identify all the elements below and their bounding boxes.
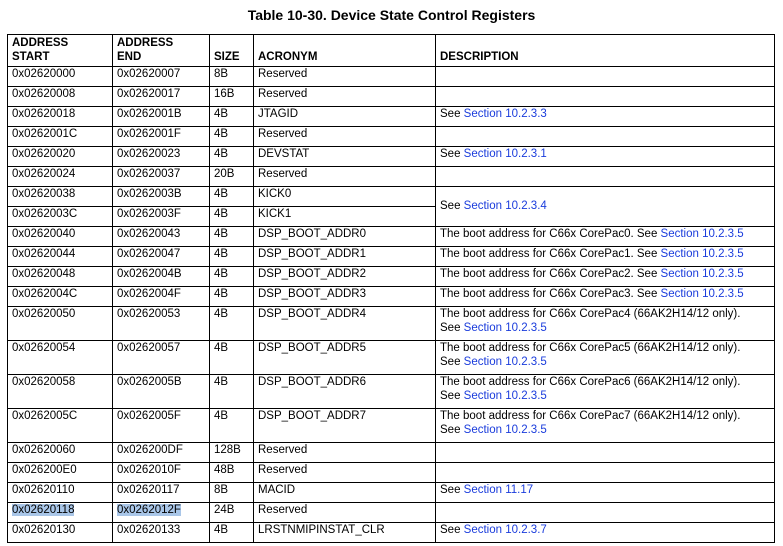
- section-link[interactable]: Section 10.2.3.5: [463, 423, 547, 436]
- size-cell: 4B: [210, 287, 254, 307]
- section-link[interactable]: Section 10.2.3.5: [463, 389, 547, 402]
- size-cell: 4B: [210, 187, 254, 207]
- description-cell: [436, 463, 775, 483]
- address-end-cell: 0x0262003B: [113, 187, 210, 207]
- register-table: [7, 34, 775, 543]
- address-start-cell: 0x02620050: [8, 307, 113, 341]
- address-end-cell: 0x0262005B: [113, 375, 210, 409]
- section-link[interactable]: Section 10.2.3.5: [660, 228, 744, 240]
- header-address-end: [113, 35, 210, 67]
- table-row: [8, 87, 775, 107]
- description-text: See: [440, 148, 464, 160]
- address-end-cell: 0x02620007: [113, 67, 210, 87]
- address-end-cell: 0x02620053: [113, 307, 210, 341]
- description-text: The boot address for C66x CorePac2. See: [440, 268, 661, 280]
- address-start-cell: 0x02620020: [8, 147, 113, 167]
- size-cell: 48B: [210, 463, 254, 483]
- description-text: The boot address for C66x CorePac7 (66AK2H14/12 only).: [440, 410, 741, 422]
- table-row: [8, 227, 775, 247]
- address-end-cell: [113, 503, 210, 523]
- table-row: [8, 443, 775, 463]
- address-end-cell: 0x02620043: [113, 227, 210, 247]
- description-cell: [436, 187, 775, 227]
- address-start-cell: 0x0262003C: [8, 207, 113, 227]
- header-row: [8, 35, 775, 67]
- header-address-end-line1: ADDRESS: [117, 37, 174, 49]
- table-row: [8, 187, 775, 207]
- size-cell: 4B: [210, 127, 254, 147]
- acronym-cell: JTAGID: [254, 107, 436, 127]
- header-description: DESCRIPTION: [436, 35, 775, 67]
- description-text: See: [440, 524, 464, 536]
- description-cell: [436, 107, 775, 127]
- address-end-cell: 0x02620047: [113, 247, 210, 267]
- selected-text[interactable]: 0x0262012F: [117, 504, 181, 516]
- description-cell: [436, 267, 775, 287]
- size-cell: 4B: [210, 267, 254, 287]
- address-end-cell: 0x0262005F: [113, 409, 210, 443]
- acronym-cell: KICK1: [254, 207, 436, 227]
- table-row: [8, 167, 775, 187]
- size-cell: 4B: [210, 375, 254, 409]
- acronym-cell: Reserved: [254, 463, 436, 483]
- section-link[interactable]: Section 10.2.3.5: [463, 355, 547, 368]
- size-cell: 4B: [210, 307, 254, 341]
- address-start-cell: 0x02620058: [8, 375, 113, 409]
- acronym-cell: DSP_BOOT_ADDR4: [254, 307, 436, 341]
- acronym-cell: Reserved: [254, 127, 436, 147]
- size-cell: 8B: [210, 483, 254, 503]
- section-link[interactable]: Section 10.2.3.5: [660, 268, 744, 280]
- description-cell: [436, 523, 775, 543]
- header-address-end-line2: END: [117, 50, 142, 63]
- address-end-cell: 0x0262004F: [113, 287, 210, 307]
- table-row: [8, 375, 775, 409]
- description-cell: [436, 227, 775, 247]
- table-row: [8, 107, 775, 127]
- table-row: [8, 307, 775, 341]
- acronym-cell: DSP_BOOT_ADDR0: [254, 227, 436, 247]
- description-cell: [436, 503, 775, 523]
- header-address-start-line2: START: [12, 50, 50, 63]
- table-row: [8, 287, 775, 307]
- header-acronym: ACRONYM: [254, 35, 436, 67]
- size-cell: 4B: [210, 227, 254, 247]
- address-start-cell: 0x02620008: [8, 87, 113, 107]
- address-start-cell: 0x02620130: [8, 523, 113, 543]
- header-address-start-line1: ADDRESS: [12, 37, 69, 49]
- table-row: [8, 503, 775, 523]
- address-end-cell: 0x0262001B: [113, 107, 210, 127]
- description-cell: [436, 409, 775, 443]
- description-text: The boot address for C66x CorePac1. See: [440, 248, 661, 260]
- description-text: The boot address for C66x CorePac4 (66AK2H14/12 only).: [440, 308, 741, 320]
- description-cell: [436, 307, 775, 341]
- acronym-cell: Reserved: [254, 503, 436, 523]
- acronym-cell: DSP_BOOT_ADDR6: [254, 375, 436, 409]
- section-link[interactable]: Section 10.2.3.5: [660, 288, 744, 300]
- address-end-cell: 0x0262003F: [113, 207, 210, 227]
- size-cell: 8B: [210, 67, 254, 87]
- address-start-cell: 0x02620024: [8, 167, 113, 187]
- table-row: [8, 267, 775, 287]
- address-end-cell: 0x02620023: [113, 147, 210, 167]
- address-start-cell: [8, 503, 113, 523]
- address-start-cell: 0x026200E0: [8, 463, 113, 483]
- table-row: [8, 341, 775, 375]
- table-row: [8, 483, 775, 503]
- size-cell: 128B: [210, 443, 254, 463]
- description-cell: [436, 375, 775, 409]
- size-cell: 20B: [210, 167, 254, 187]
- address-end-cell: 0x02620057: [113, 341, 210, 375]
- size-cell: 4B: [210, 247, 254, 267]
- table-row: [8, 67, 775, 87]
- table-row: [8, 127, 775, 147]
- description-text: The boot address for C66x CorePac5 (66AK2H14/12 only).: [440, 342, 741, 354]
- description-cell: [436, 287, 775, 307]
- acronym-cell: DSP_BOOT_ADDR1: [254, 247, 436, 267]
- size-cell: 4B: [210, 207, 254, 227]
- address-end-cell: 0x02620117: [113, 483, 210, 503]
- description-cell: [436, 147, 775, 167]
- description-text-see: See: [440, 423, 464, 436]
- description-text: The boot address for C66x CorePac6 (66AK2H14/12 only).: [440, 376, 741, 388]
- size-cell: 4B: [210, 341, 254, 375]
- description-cell: [436, 167, 775, 187]
- section-link[interactable]: Section 10.2.3.4: [463, 199, 547, 212]
- address-end-cell: 0x0262010F: [113, 463, 210, 483]
- size-cell: 4B: [210, 409, 254, 443]
- address-end-cell: 0x02620017: [113, 87, 210, 107]
- address-start-cell: 0x02620110: [8, 483, 113, 503]
- address-start-cell: 0x02620040: [8, 227, 113, 247]
- acronym-cell: DEVSTAT: [254, 147, 436, 167]
- section-link[interactable]: Section 10.2.3.5: [660, 248, 744, 260]
- acronym-cell: Reserved: [254, 87, 436, 107]
- description-text-see: See: [440, 389, 464, 402]
- description-text: See: [440, 199, 464, 212]
- address-end-cell: 0x0262004B: [113, 267, 210, 287]
- description-cell: [436, 247, 775, 267]
- table-row: [8, 409, 775, 443]
- table-row: [8, 147, 775, 167]
- acronym-cell: Reserved: [254, 443, 436, 463]
- size-cell: 4B: [210, 523, 254, 543]
- header-size: SIZE: [210, 35, 254, 67]
- description-text: See: [440, 108, 464, 120]
- description-text-see: See: [440, 321, 464, 334]
- description-cell: [436, 87, 775, 107]
- description-cell: [436, 483, 775, 503]
- address-start-cell: 0x02620018: [8, 107, 113, 127]
- acronym-cell: MACID: [254, 483, 436, 503]
- table-title: Table 10-30. Device State Control Registers: [247, 7, 536, 23]
- section-link[interactable]: Section 10.2.3.1: [463, 148, 547, 160]
- size-cell: 4B: [210, 147, 254, 167]
- size-cell: 4B: [210, 107, 254, 127]
- size-cell: 16B: [210, 87, 254, 107]
- description-text: The boot address for C66x CorePac3. See: [440, 288, 661, 300]
- address-end-cell: 0x0262001F: [113, 127, 210, 147]
- address-start-cell: 0x02620038: [8, 187, 113, 207]
- address-start-cell: 0x0262005C: [8, 409, 113, 443]
- acronym-cell: DSP_BOOT_ADDR5: [254, 341, 436, 375]
- acronym-cell: LRSTNMIPINSTAT_CLR: [254, 523, 436, 543]
- section-link[interactable]: Section 11.17: [463, 484, 534, 496]
- address-end-cell: 0x02620133: [113, 523, 210, 543]
- acronym-cell: Reserved: [254, 167, 436, 187]
- selected-text[interactable]: 0x02620118: [12, 504, 75, 516]
- header-address-start: [8, 35, 113, 67]
- description-text-see: See: [440, 355, 464, 368]
- section-link[interactable]: Section 10.2.3.3: [463, 108, 547, 120]
- acronym-cell: DSP_BOOT_ADDR3: [254, 287, 436, 307]
- address-start-cell: 0x02620054: [8, 341, 113, 375]
- table-row: [8, 523, 775, 543]
- acronym-cell: Reserved: [254, 67, 436, 87]
- section-link[interactable]: Section 10.2.3.5: [463, 321, 547, 334]
- address-start-cell: 0x0262004C: [8, 287, 113, 307]
- address-start-cell: 0x0262001C: [8, 127, 113, 147]
- address-end-cell: 0x02620037: [113, 167, 210, 187]
- size-cell: 24B: [210, 503, 254, 523]
- description-cell: [436, 443, 775, 463]
- address-start-cell: 0x02620048: [8, 267, 113, 287]
- address-end-cell: 0x026200DF: [113, 443, 210, 463]
- table-row: [8, 247, 775, 267]
- table-row: [8, 463, 775, 483]
- description-cell: [436, 127, 775, 147]
- address-start-cell: 0x02620044: [8, 247, 113, 267]
- description-text: See: [440, 484, 464, 496]
- description-cell: [436, 67, 775, 87]
- acronym-cell: DSP_BOOT_ADDR2: [254, 267, 436, 287]
- section-link[interactable]: Section 10.2.3.7: [463, 524, 547, 536]
- acronym-cell: DSP_BOOT_ADDR7: [254, 409, 436, 443]
- description-cell: [436, 341, 775, 375]
- address-start-cell: 0x02620060: [8, 443, 113, 463]
- description-text: The boot address for C66x CorePac0. See: [440, 228, 661, 240]
- address-start-cell: 0x02620000: [8, 67, 113, 87]
- acronym-cell: KICK0: [254, 187, 436, 207]
